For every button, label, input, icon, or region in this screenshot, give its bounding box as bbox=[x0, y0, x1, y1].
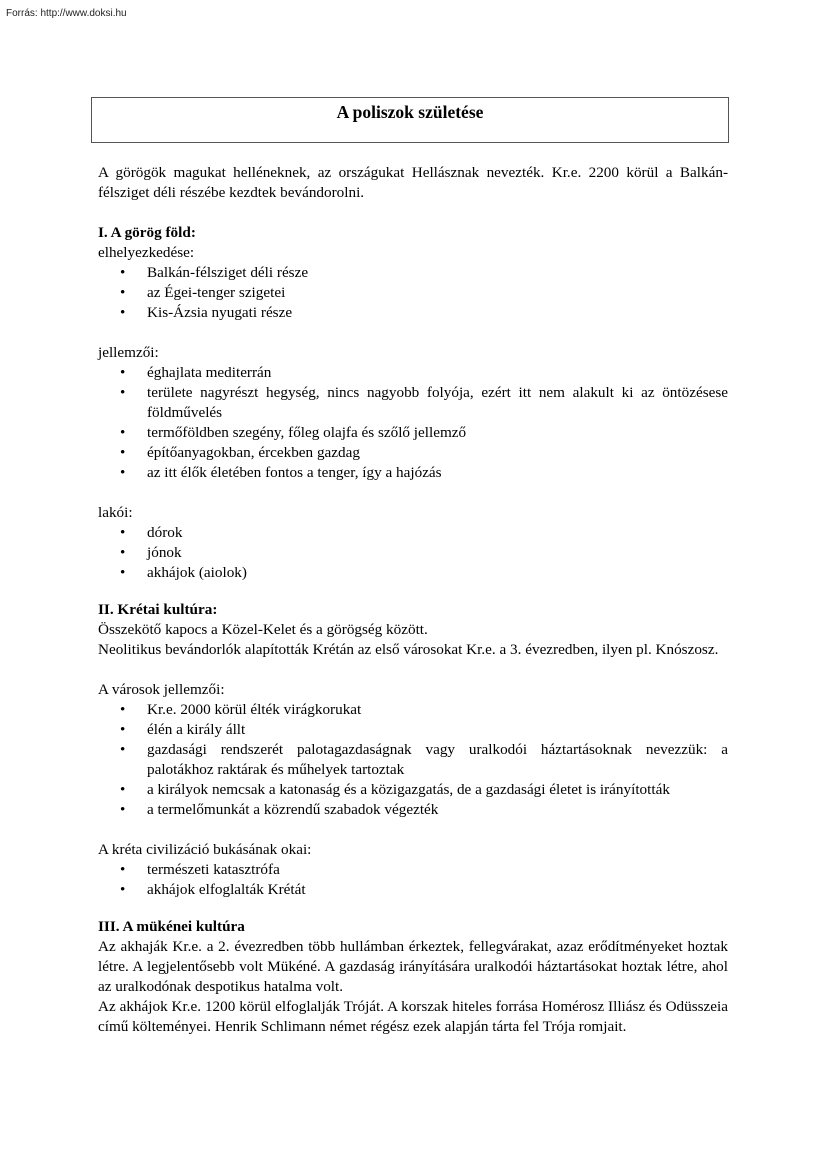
cities-label: A városok jellemzői: bbox=[98, 681, 225, 698]
bullet-icon: • bbox=[120, 464, 126, 481]
list-item-text: termőföldben szegény, főleg olajfa és szőlő jellemző bbox=[147, 424, 467, 441]
bullet-icon: • bbox=[120, 364, 126, 381]
list-item bbox=[98, 263, 728, 283]
bullet-icon: • bbox=[120, 444, 126, 461]
bullet-icon: • bbox=[120, 524, 126, 541]
bullet-icon: • bbox=[120, 424, 126, 441]
list-item-text: élén a király állt bbox=[147, 721, 246, 738]
list-item bbox=[98, 383, 728, 423]
list-item-text: természeti katasztrófa bbox=[147, 861, 280, 878]
list-item bbox=[98, 720, 728, 740]
title-box bbox=[91, 97, 729, 143]
list-item-text: jónok bbox=[147, 544, 182, 561]
list-item-text: gazdasági rendszerét palotagazdaságnak vagy uralkodói háztartásoknak nevezzük: a palotákhoz raktárak és műhelyek tartoztak bbox=[147, 741, 728, 778]
section1-heading: I. A görög föld: bbox=[98, 224, 196, 241]
features-list bbox=[98, 363, 728, 483]
bullet-icon: • bbox=[120, 721, 126, 738]
list-item bbox=[98, 860, 728, 880]
bullet-icon: • bbox=[120, 781, 126, 798]
inhabitants-list bbox=[98, 523, 728, 583]
bullet-icon: • bbox=[120, 384, 126, 401]
list-item bbox=[98, 543, 728, 563]
list-item bbox=[98, 780, 728, 800]
cities-list bbox=[98, 700, 728, 820]
bullet-icon: • bbox=[120, 284, 126, 301]
list-item bbox=[98, 563, 728, 583]
bullet-icon: • bbox=[120, 801, 126, 818]
list-item-text: építőanyagokban, ércekben gazdag bbox=[147, 444, 360, 461]
list-item bbox=[98, 880, 728, 900]
location-list bbox=[98, 263, 728, 323]
bullet-icon: • bbox=[120, 544, 126, 561]
list-item-text: Kis-Ázsia nyugati része bbox=[147, 304, 293, 321]
collapse-label: A kréta civilizáció bukásának okai: bbox=[98, 841, 312, 858]
section3-paragraph2: Az akhájok Kr.e. 1200 körül elfoglalják Tróját. A korszak hiteles forrása Homérosz Illiász és Odüsszeia című költeményei. Henrik Schlimann német régész ezek alapján tárta fel Trója romjait. bbox=[98, 998, 728, 1035]
bullet-icon: • bbox=[120, 881, 126, 898]
list-item bbox=[98, 740, 728, 780]
list-item-text: az Égei-tenger szigetei bbox=[147, 284, 286, 301]
list-item-text: Kr.e. 2000 körül élték virágkorukat bbox=[147, 701, 362, 718]
document-body bbox=[98, 163, 728, 1037]
bullet-icon: • bbox=[120, 304, 126, 321]
list-item-text: az itt élők életében fontos a tenger, így a hajózás bbox=[147, 464, 442, 481]
list-item-text: a termelőmunkát a közrendű szabadok végezték bbox=[147, 801, 439, 818]
list-item-text: dórok bbox=[147, 524, 183, 541]
list-item bbox=[98, 283, 728, 303]
bullet-icon: • bbox=[120, 264, 126, 281]
list-item-text: Balkán-félsziget déli része bbox=[147, 264, 309, 281]
list-item-text: a királyok nemcsak a katonaság és a közigazgatás, de a gazdasági életet is irányították bbox=[147, 781, 670, 798]
bullet-icon: • bbox=[120, 741, 126, 758]
list-item bbox=[98, 700, 728, 720]
list-item-text: éghajlata mediterrán bbox=[147, 364, 272, 381]
list-item bbox=[98, 303, 728, 323]
list-item bbox=[98, 463, 728, 483]
list-item-text: akhájok (aiolok) bbox=[147, 564, 247, 581]
source-url: Forrás: http://www.doksi.hu bbox=[6, 8, 127, 19]
collapse-list bbox=[98, 860, 728, 900]
intro-paragraph: A görögök magukat helléneknek, az országukat Hellásznak nevezték. Kr.e. 2200 körül a Balkán-félsziget déli részébe kezdtek bevándorolni. bbox=[98, 164, 728, 201]
bullet-icon: • bbox=[120, 564, 126, 581]
list-item bbox=[98, 443, 728, 463]
features-label: jellemzői: bbox=[98, 344, 159, 361]
bullet-icon: • bbox=[120, 861, 126, 878]
list-item bbox=[98, 363, 728, 383]
list-item-text: akhájok elfoglalták Krétát bbox=[147, 881, 306, 898]
section2-line1: Összekötő kapocs a Közel-Kelet és a görögség között. bbox=[98, 621, 428, 638]
section3-heading: III. A mükénei kultúra bbox=[98, 918, 245, 935]
section2-line2: Neolitikus bevándorlók alapították Krétán az első városokat Kr.e. a 3. évezredben, ilyen pl. Knószosz. bbox=[98, 641, 719, 658]
section2-heading: II. Krétai kultúra: bbox=[98, 601, 218, 618]
list-item-text: területe nagyrészt hegység, nincs nagyobb folyója, ezért itt nem alakult ki az öntözésese földművelés bbox=[147, 384, 728, 421]
list-item bbox=[98, 523, 728, 543]
inhabitants-label: lakói: bbox=[98, 504, 133, 521]
location-label: elhelyezkedése: bbox=[98, 244, 195, 261]
bullet-icon: • bbox=[120, 701, 126, 718]
list-item bbox=[98, 423, 728, 443]
page-title: A poliszok születése bbox=[336, 102, 484, 122]
list-item bbox=[98, 800, 728, 820]
section3-paragraph1: Az akhaják Kr.e. a 2. évezredben több hullámban érkeztek, fellegvárakat, azaz erődítményeket hoztak létre. A legjelentősebb volt Mükéné. A gazdaság irányítására uralkodói háztartásokat hoztak létre, ahol az uralkodónak despotikus hatalma volt. bbox=[98, 938, 728, 995]
